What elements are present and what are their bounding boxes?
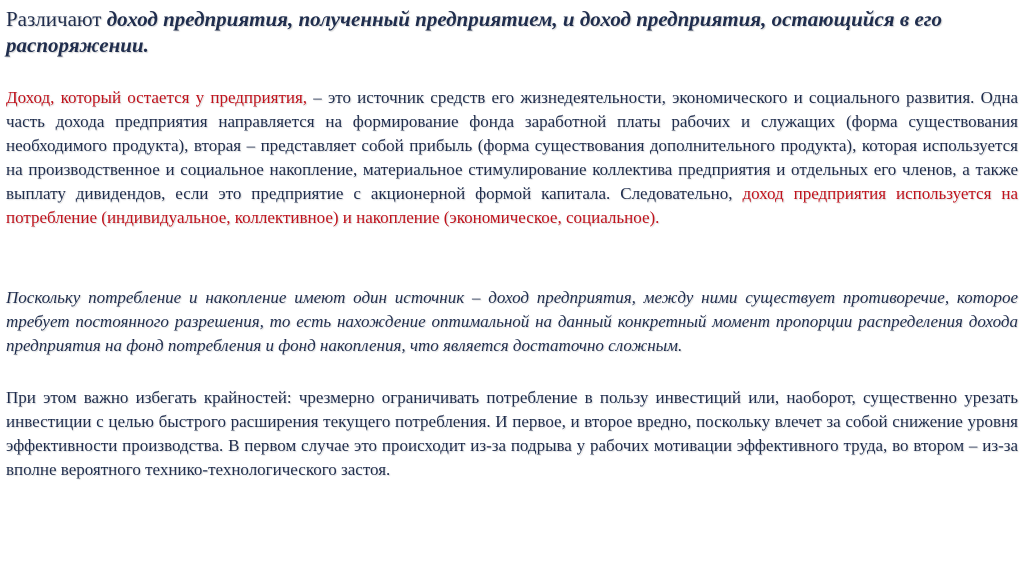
- paragraph-contradiction: Поскольку потребление и накопление имеют один источник – доход предприятия, между ними существует противоречие, которое требует постоянного разрешения, то есть нахождение оптимальной на данный конкретный момент пропорции распределения дохода предприятия на фонд потребления и фонд накопления, что является достаточно сложным.: [6, 288, 1018, 355]
- highlight-income-usage: доход предприятия используется на потребление (индивидуальное, коллективное) и накопление (экономическое, социальное).: [6, 184, 1018, 227]
- title-lead: Различают: [6, 7, 107, 31]
- highlight-income-remaining: Доход, который остается у предприятия,: [6, 88, 308, 107]
- paragraph-income-definition: [6, 86, 1018, 230]
- paragraph-income-body: – это источник средств его жизнедеятельности, экономического и социального развития. Одна часть дохода предприятия направляется на формирование фонда заработной платы рабочих и служащих (форма существования необходимого продукта), вторая – представляет собой прибыль (форма существования дополнительного продукта), которая используется на производственное и социальное накопление, материальное стимулирование коллектива предприятия и отдельных его членов, а также выплату дивидендов, если это предприятие с акционерной формой капитала. Следовательно,: [6, 88, 1018, 203]
- slide-title: [6, 6, 1016, 58]
- title-emphasis: доход предприятия, полученный предприятием, и доход предприятия, остающийся в его распоряжении.: [6, 7, 943, 57]
- paragraph-extremes: При этом важно избегать крайностей: чрезмерно ограничивать потребление в пользу инвестиций или, наоборот, существенно урезать инвестиции с целью быстрого расширения текущего потребления. И первое, и второе вредно, поскольку влечет за собой снижение уровня эффективности производства. В первом случае это происходит из-за подрыва у рабочих мотивации эффективного труда, во втором – из-за вполне вероятного технико-технологического застоя.: [6, 388, 1018, 479]
